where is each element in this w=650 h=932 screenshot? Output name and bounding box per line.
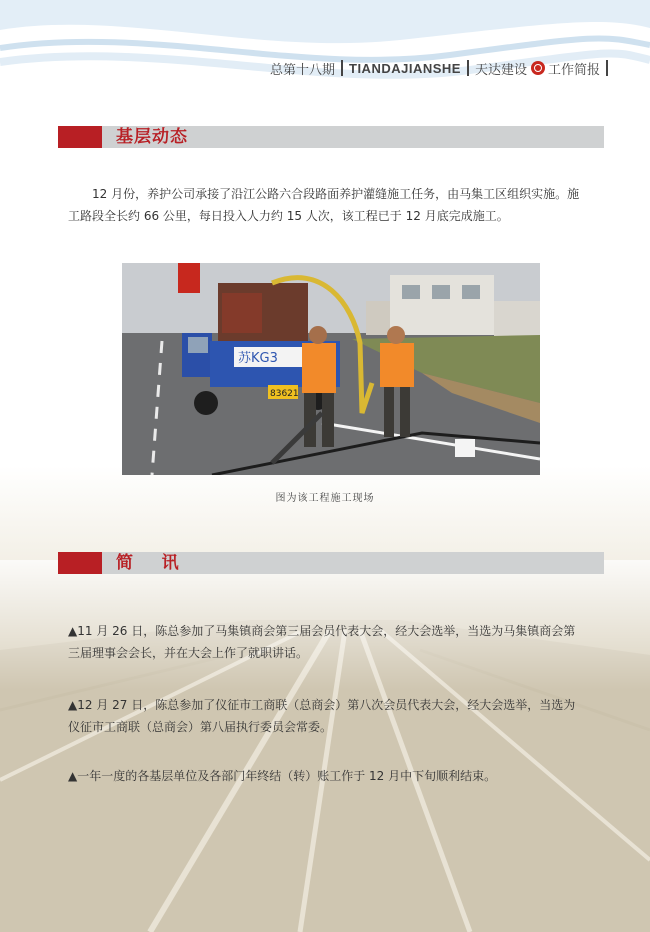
photo-caption: 图为该工程施工现场 bbox=[275, 493, 375, 504]
brief-item: ▲12 月 27 日，陈总参加了仪征市工商联（总商会）第八次会员代表大会，经大会选举，当选为仪征市工商联（总商会）第八届执行委员会常委。 bbox=[68, 698, 576, 734]
section-title-grassroots: 基层动态 bbox=[116, 127, 188, 147]
section-heading-accent bbox=[58, 552, 102, 574]
news-paragraph: 12 月份，养护公司承接了沿江公路六合段路面养护灌缝施工任务，由马集工区组织实施。施工路段全长约 66 公里，每日投入人力约 15 人次，该工程已于 12 月底完成施工。 bbox=[68, 187, 580, 223]
header-divider bbox=[606, 60, 608, 76]
section-heading-bar bbox=[58, 552, 604, 574]
brief-item: ▲一年一度的各基层单位及各部门年终结（转）账工作于 12 月中下旬顺利结束。 bbox=[68, 769, 497, 783]
issue-number: 总第十八期 bbox=[269, 62, 335, 78]
section-heading-bar bbox=[58, 126, 604, 148]
page-header bbox=[270, 58, 614, 78]
road-background-image bbox=[0, 560, 650, 932]
brief-item: ▲11 月 26 日，陈总参加了马集镇商会第三届会员代表大会，经大会选举，当选为马集镇商会第三届理事会会长，并在大会上作了就职讲话。 bbox=[68, 624, 576, 660]
truck-plate-text: 苏KG3 bbox=[238, 351, 278, 366]
truck-number-text: 83621 bbox=[270, 389, 299, 399]
section-heading-accent bbox=[58, 126, 102, 148]
section-title-briefs: 简 讯 bbox=[116, 553, 180, 573]
header-divider bbox=[341, 60, 343, 76]
report-title: 工作简报 bbox=[547, 62, 600, 78]
brand-chinese-name: 天达建设 bbox=[474, 62, 527, 78]
company-logo-icon bbox=[531, 61, 545, 75]
construction-site-photo bbox=[122, 263, 540, 475]
brand-english-name: TIANDAJIANSHE bbox=[349, 60, 461, 76]
header-wave-decoration bbox=[0, 0, 650, 95]
header-divider bbox=[467, 60, 469, 76]
